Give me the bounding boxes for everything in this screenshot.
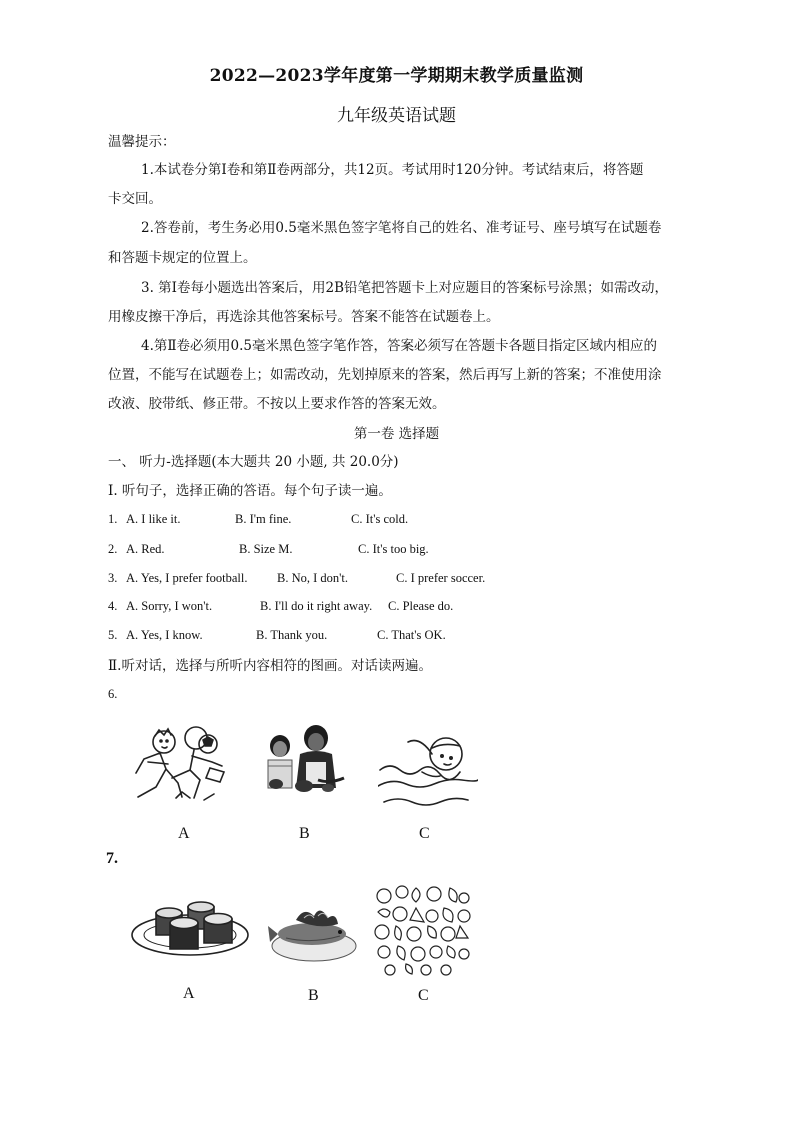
option-b: B. No, I don't. xyxy=(277,571,349,585)
cakes-picture xyxy=(130,893,254,961)
tip-2-line-1: 2.答卷前，考生务必用0.5毫米黑色签字笔将自己的姓名、准考证号、座号填写在试题卷 xyxy=(141,220,662,236)
soccer-players-picture xyxy=(126,722,236,804)
tip-4-line-2: 位置，不能写在试题卷上；如需改动，先划掉原来的答案，然后再写上新的答案；不准使用涂 xyxy=(108,367,662,383)
exam-subtitle: 九年级英语试题 xyxy=(337,106,456,126)
option-label-a: A xyxy=(183,985,195,1002)
question-number: 1. xyxy=(108,512,118,526)
option-label-b: B xyxy=(299,825,310,842)
tip-4-line-3: 改液、胶带纸、修正带。不按以上要求作答的答案无效。 xyxy=(108,396,446,412)
option-a: A. Red. xyxy=(126,542,165,556)
question-number: 2. xyxy=(108,542,118,556)
question-number: 5. xyxy=(108,628,118,642)
option-label-b: B xyxy=(308,987,319,1004)
tip-4-line-1: 4.第Ⅱ卷必须用0.5毫米黑色签字笔作答，答案必须写在答题卡各题目指定区域内相应的 xyxy=(141,338,658,354)
option-c: C. Please do. xyxy=(388,599,454,613)
question-number: 3. xyxy=(108,571,118,585)
option-c: C. That's OK. xyxy=(377,628,446,642)
question-number: 7. xyxy=(106,850,118,867)
option-a: A. Yes, I prefer football. xyxy=(126,571,248,585)
section-heading: 一、 听力-选择题(本大题共 20 小题, 共 20.0分) xyxy=(108,454,399,470)
option-b: B. Thank you. xyxy=(256,628,328,642)
option-a: A. I like it. xyxy=(126,512,181,526)
option-b: B. I'll do it right away. xyxy=(260,599,373,613)
fish-dish-picture xyxy=(266,898,362,964)
tip-3-line-1: 3. 第Ⅰ卷每小题选出答案后，用2B铅笔把答题卡上对应题目的答案标号涂黑；如需改动， xyxy=(141,280,669,296)
option-label-a: A xyxy=(178,825,190,842)
option-c: C. It's cold. xyxy=(351,512,409,526)
option-b: B. Size M. xyxy=(239,542,293,556)
option-a: A. Sorry, I won't. xyxy=(126,599,213,613)
option-label-c: C xyxy=(418,987,429,1004)
tip-3-line-2: 用橡皮擦干净后，再选涂其他答案标号。答案不能答在试题卷上。 xyxy=(108,309,500,325)
option-c: C. It's too big. xyxy=(358,542,429,556)
tip-1-line-1: 1.本试卷分第Ⅰ卷和第Ⅱ卷两部分，共12页。考试用时120分钟。考试结束后，将答题 xyxy=(141,162,644,178)
vegetables-picture xyxy=(372,884,472,976)
part1-instruction: Ⅰ. 听句子，选择正确的答语。每个句子读一遍。 xyxy=(108,483,392,499)
question-number: 4. xyxy=(108,599,118,613)
option-label-c: C xyxy=(419,825,430,842)
option-b: B. I'm fine. xyxy=(235,512,292,526)
swimming-picture xyxy=(378,728,478,808)
children-eating-picture xyxy=(258,722,358,804)
tip-1-line-2: 卡交回。 xyxy=(108,191,162,207)
option-c: C. I prefer soccer. xyxy=(396,571,486,585)
volume-title: 第一卷 选择题 xyxy=(353,426,440,442)
part2-instruction: Ⅱ.听对话，选择与所听内容相符的图画。对话读两遍。 xyxy=(108,658,432,674)
option-a: A. Yes, I know. xyxy=(126,628,203,642)
tip-2-line-2: 和答题卡规定的位置上。 xyxy=(108,250,257,266)
question-number: 6. xyxy=(108,687,118,701)
exam-title: 2022—2023学年度第一学期期末教学质量监测 xyxy=(209,66,584,86)
tips-heading: 温馨提示： xyxy=(108,134,176,150)
